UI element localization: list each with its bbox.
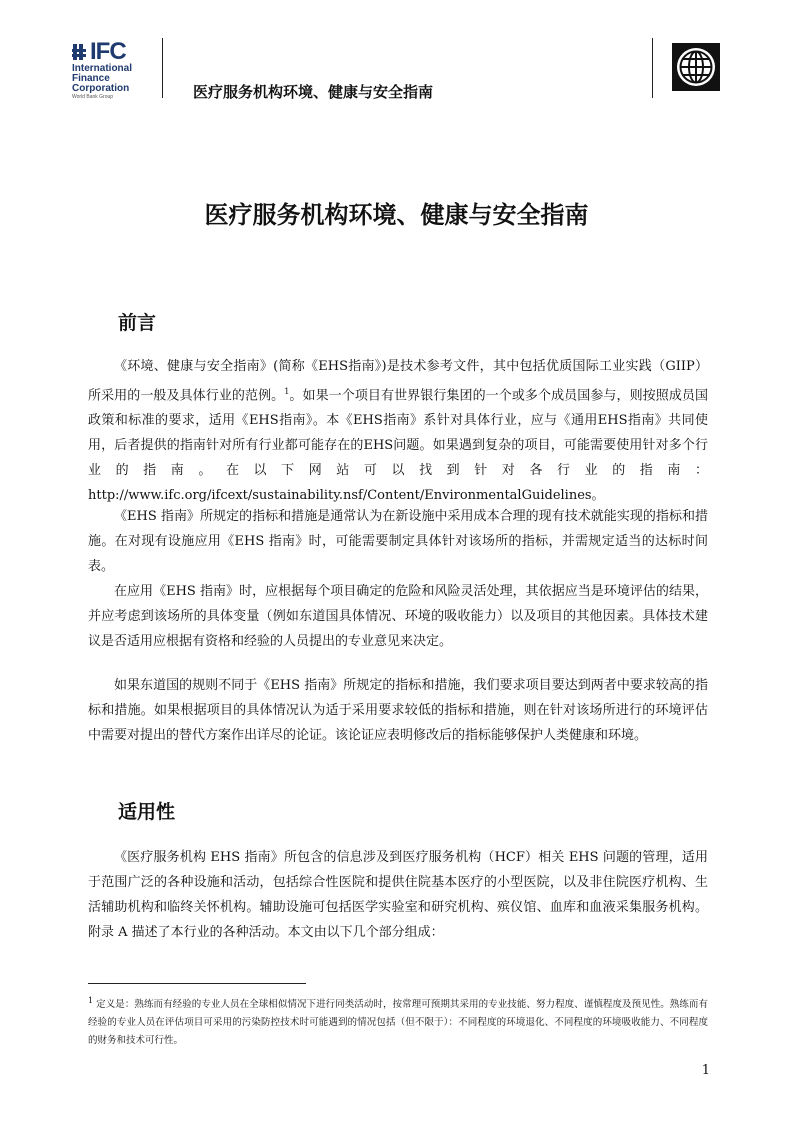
paragraph: 如果东道国的规则不同于《EHS 指南》所规定的指标和措施，我们要求项目要达到两者中要求较高的指标和措施。如果根据项目的具体情况认为适于采用要求较低的指标和措施，则在针对该场所进行的环境评估中需要对提出的替代方案作出详尽的论证。该论证应表明修改后的指标能够保护人类健康和环境。 bbox=[88, 678, 708, 743]
ifc-name-line: Finance bbox=[72, 73, 110, 84]
footnote-divider bbox=[88, 983, 306, 984]
page-number: 1 bbox=[701, 1063, 710, 1078]
footnote-text: 定义是：熟练而有经验的专业人员在全球相似情况下进行同类活动时，按常理可预期其采用的专业技能、努力程度、谨慎程度及预见性。熟练而有经验的专业人员在评估项目可采用的污染防控技术时可能遇到的情况包括（但不限于）：不同程度的环境退化、不同程度的环境吸收能力、不同程度的财务和技术可行性。 bbox=[88, 999, 708, 1047]
section-heading-applicability: 适用性 bbox=[118, 801, 176, 823]
ifc-group-label: World Bank Group bbox=[72, 94, 114, 100]
footnote-reference: 1 bbox=[284, 387, 290, 396]
paragraph-text: 。如果一个项目有世界银行集团的一个或多个成员国参与，则按照成员国政策和标准的要求，适用《EHS指南》。本《EHS指南》系针对具体行业，应与《通用EHS指南》共同使用，后者提供的指南针对所有行业都可能存在的EHS问题。如果遇到复杂的项目，可能需要使用针对多个行业的指南。在以下网站可以找到针对各行业的指南：http://www.ifc.org/ifcext/sustainability.nsf/Content/EnvironmentalGuidelines。 bbox=[88, 388, 708, 504]
paragraph: 《医疗服务机构 EHS 指南》所包含的信息涉及到医疗服务机构（HCF）相关 EHS 问题的管理，适用于范围广泛的各种设施和活动，包括综合性医院和提供住院基本医疗的小型医院，以及非住院医疗机构、生活辅助机构和临终关怀机构。辅助设施可包括医学实验室和研究机构、殡仪馆、血库和血液采集服务机构。附录 A 描述了本行业的各种活动。本文由以下几个部分组成： bbox=[88, 850, 708, 940]
ifc-logo-letters: IFC bbox=[90, 38, 126, 65]
paragraph: 《EHS 指南》所规定的指标和措施是通常认为在新设施中采用成本合理的现有技术就能实现的指标和措施。在对现有设施应用《EHS 指南》时，可能需要制定具体针对该场所的指标，并需规定适当的达标时间表。 bbox=[88, 509, 708, 574]
ifc-name-line: Corporation bbox=[72, 83, 130, 94]
header-divider-left bbox=[162, 38, 163, 98]
paragraph bbox=[88, 354, 708, 508]
ifc-emblem-icon bbox=[72, 42, 88, 62]
paragraph-text: 《环境、健康与安全指南》(简称《EHS指南》)是技术参考文件，其中包括优质国际工业实践（GIIP）所采用的一般及具体行业的范例。 bbox=[88, 359, 708, 404]
paragraph: 在应用《EHS 指南》时，应根据每个项目确定的危险和风险灵活处理，其依据应当是环境评估的结果，并应考虑到该场所的具体变量（例如东道国具体情况、环境的吸收能力）以及项目的其他因素。具体技术建议是否适用应根据有资格和经验的人员提出的专业意见来决定。 bbox=[88, 584, 708, 649]
ifc-name-line: International bbox=[72, 63, 133, 74]
footnote-marker: 1 bbox=[88, 996, 94, 1005]
header-title: 医疗服务机构环境、健康与安全指南 bbox=[193, 83, 434, 101]
ifc-logo bbox=[72, 40, 152, 102]
header-divider-right bbox=[652, 38, 653, 98]
document-title: 医疗服务机构环境、健康与安全指南 bbox=[204, 201, 589, 229]
footnote bbox=[88, 992, 708, 1050]
globe-icon bbox=[672, 43, 720, 91]
section-heading-preface: 前言 bbox=[118, 312, 157, 334]
